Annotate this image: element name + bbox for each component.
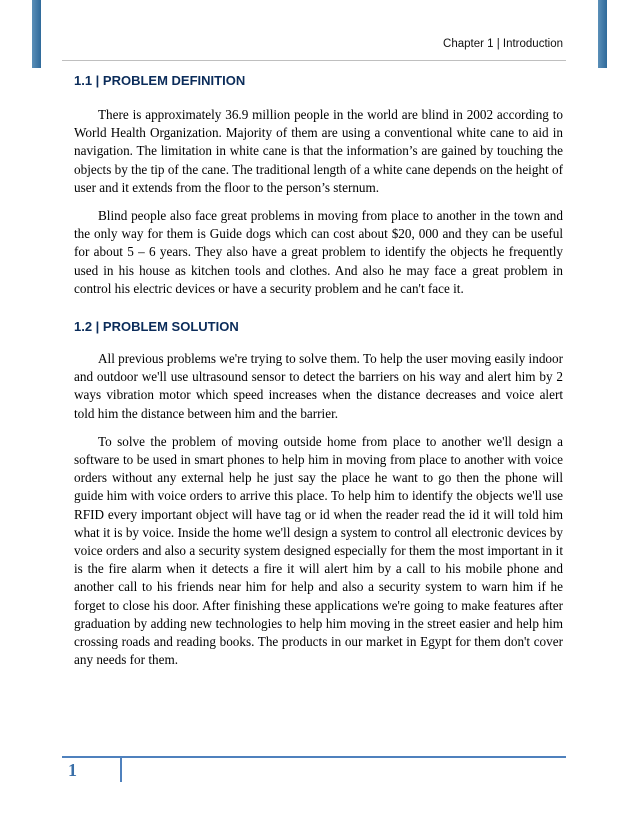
left-edge-bar xyxy=(32,0,41,68)
paragraph: To solve the problem of moving outside home from place to another we'll design a software to be used in smart phones to help him in moving from place to another with voice orders without any external help he just say the place he want to go then the phone will guide him with voice orders to arrive this place. To help him to identify the objects we'll use RFID every important object will have tag or id when the reader read the id it will told him what it is by voice. Inside the home we'll design a system to control all electronic devices by voice orders and also a security system designed especially for them the most important in it is the fire alarm when it detects a fire it will alert him by a call to his mobile phone and another call to his friends near him for help and also a security system to warn him if he forget to close his door. After finishing these applications we're going to make features after graduation by adding new technologies to help him moving in the street easier and help him crossing roads and reading books. The products in our market in Egypt for them don't cover any needs for them. xyxy=(74,433,563,668)
section-heading-problem-definition: 1.1 | PROBLEM DEFINITION xyxy=(74,73,246,88)
footer-divider xyxy=(120,758,122,782)
paragraph: All previous problems we're trying to solve them. To help the user moving easily indoor and outdoor we'll use ultrasound sensor to detect the barriers on his way and alert him by 2 ways vibration motor which speed increases when the distance decreases and voice alert told him the distance between him and the barrier. xyxy=(74,351,563,421)
page-content xyxy=(74,72,563,679)
section-heading-problem-solution: 1.2 | PROBLEM SOLUTION xyxy=(74,319,239,335)
header-rule xyxy=(62,60,566,61)
page-number: 1 xyxy=(68,760,77,780)
paragraph: There is approximately 36.9 million people in the world are blind in 2002 according to World Health Organization. Majority of them are using a conventional white cane to aid in navigation. The limitation in white cane is that the information’s are gained by touching the objects by the tip of the cane. The traditional length of a white cane depends on the height of user and it extends from the floor to the person’s sternum. xyxy=(74,107,563,195)
chapter-header: Chapter 1 | Introduction xyxy=(443,38,563,50)
footer-rule xyxy=(62,756,566,758)
paragraph: Blind people also face great problems in moving from place to another in the town and the only way for them is Guide dogs which can cost about $20, 000 and they can be useful for about 5 – 6 years. They also have a great problem to identify the objects he frequently used in his house as kitchen tools and clothes. And also he may face a great problem in control his electric devices or have a security problem and he can't face it. xyxy=(74,208,563,296)
right-edge-bar xyxy=(598,0,607,68)
